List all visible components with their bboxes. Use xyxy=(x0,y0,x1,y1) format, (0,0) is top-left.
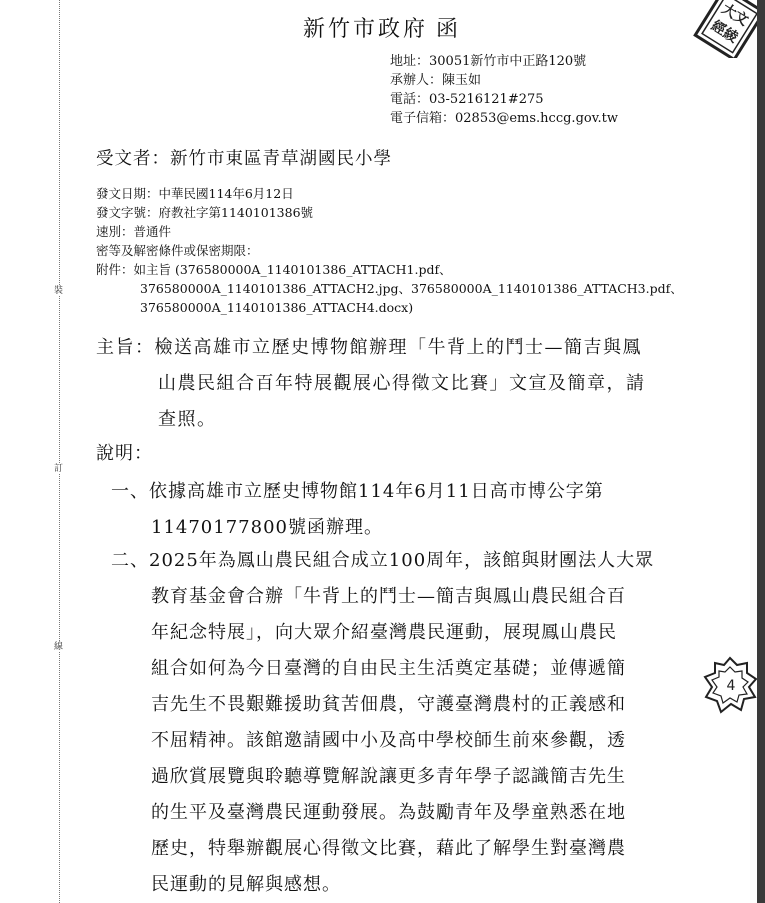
item2-line-3: 年紀念特展」，向大眾介紹臺灣農民運動，展現鳳山農民 xyxy=(151,622,617,643)
contact-block xyxy=(390,52,618,128)
secrecy: 密等及解密條件或保密期限： xyxy=(96,243,259,258)
item2-line-10: 民運動的見解與感想。 xyxy=(151,874,341,895)
issuing-org: 新竹市政府 xyxy=(303,17,429,42)
meta-block xyxy=(96,184,683,317)
item2-line-1: 二、2025年為鳳山農民組合成立100周年，該館與財團法人大眾 xyxy=(111,550,655,571)
phone: 電話：03-5216121#275 xyxy=(390,92,544,107)
viewer-edge xyxy=(757,0,765,903)
item2-line-9: 歷史，特舉辦觀展心得徵文比賽，藉此了解學生對臺灣農 xyxy=(151,838,626,859)
subject-line-1: 主旨：檢送高雄市立歷史博物館辦理「牛背上的鬥士—簡吉與鳳 xyxy=(96,337,642,358)
handler: 承辦人：陳玉如 xyxy=(390,73,482,88)
item2-line-5: 吉先生不畏艱難援助貧苦佃農，守護臺灣農村的正義感和 xyxy=(151,694,626,715)
explain-item-1 xyxy=(111,474,604,546)
item1-line-2: 11470177800號函辦理。 xyxy=(151,517,383,538)
document-title xyxy=(303,12,461,43)
seal-text-top: 大文 xyxy=(718,0,751,30)
binding-mark-zhuang: 裝 xyxy=(54,286,64,296)
binding-line xyxy=(59,0,60,903)
binding-mark-ding: 訂 xyxy=(54,464,64,474)
binding-mark-xian: 線 xyxy=(54,642,64,652)
page-seal-number: 4 xyxy=(726,678,736,694)
speed: 速別：普通件 xyxy=(96,224,172,239)
attachment-line-2: 376580000A_1140101386_ATTACH2.jpg、376580000A_1140101386_ATTACH3.pdf、 xyxy=(140,281,683,296)
seal-text-bottom: 經綾 xyxy=(708,17,741,47)
item2-line-4: 組合如何為今日臺灣的自由民主生活奠定基礎；並傳遞簡 xyxy=(151,658,626,679)
subject-line-3: 查照。 xyxy=(158,409,217,430)
explain-item-2 xyxy=(111,543,654,903)
address: 地址：30051新竹市中正路120號 xyxy=(390,54,587,69)
issue-date: 發文日期：中華民國114年6月12日 xyxy=(96,186,294,201)
item2-line-2: 教育基金會合辦「牛背上的鬥士—簡吉與鳳山農民組合百 xyxy=(151,586,626,607)
document-type: 函 xyxy=(436,17,462,42)
doc-number: 發文字號：府教社字第1140101386號 xyxy=(96,205,314,220)
email: 電子信箱：02853@ems.hccg.gov.tw xyxy=(390,111,619,126)
recipient: 受文者：新竹市東區青草湖國民小學 xyxy=(96,149,392,169)
item2-line-6: 不屈精神。該館邀請國中小及高中學校師生前來參觀，透 xyxy=(151,730,626,751)
item2-line-7: 過欣賞展覽與聆聽導覽解說讓更多青年學子認識簡吉先生 xyxy=(151,766,626,787)
item2-line-8: 的生平及臺灣農民運動發展。為鼓勵青年及學童熟悉在地 xyxy=(151,802,626,823)
seal-stamp-icon xyxy=(693,0,757,58)
item1-line-1: 一、依據高雄市立歷史博物館114年6月11日高市博公字第 xyxy=(111,481,604,502)
attachment-line-1: 附件：如主旨 (376580000A_1140101386_ATTACH1.pdf、 xyxy=(96,262,452,277)
explain-label: 說明： xyxy=(96,443,153,464)
subject-line-2: 山農民組合百年特展觀展心得徵文比賽」文宣及簡章，請 xyxy=(158,373,646,394)
attachment-line-3: 376580000A_1140101386_ATTACH4.docx) xyxy=(140,300,414,315)
page-seal-icon xyxy=(703,655,757,715)
subject-block xyxy=(96,330,646,438)
